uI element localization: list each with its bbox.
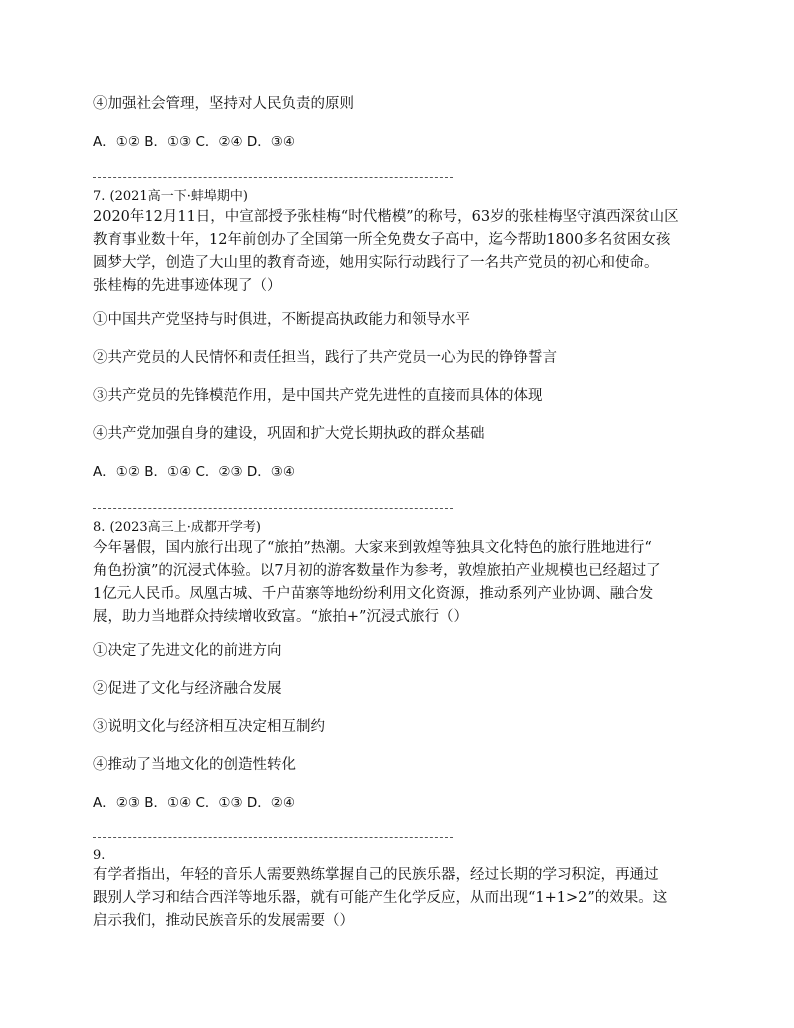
q9-number: 9. (93, 848, 106, 863)
q9-stem-line: 启示我们，推动民族音乐的发展需要（） (93, 913, 354, 929)
q6-answer-options: A．①② B．①③ C．②④ D．③④ (93, 134, 296, 150)
q8-item-1: ①决定了先进文化的前进方向 (93, 643, 282, 659)
q8-item-2: ②促进了文化与经济融合发展 (93, 681, 282, 697)
q7-item-4: ④共产党加强自身的建设，巩固和扩大党长期执政的群众基础 (93, 426, 485, 442)
q7-stem-line: 2020年12月11日，中宣部授予张桂梅“时代楷模”的称号，63岁的张桂梅坚守滇西深贫山区 (93, 209, 679, 225)
separator-line (93, 837, 453, 838)
q8-source: 8. (2023高三上·成都开学考) (93, 520, 261, 535)
q8-stem-line: 角色扮演”的沉浸式体验。以7月初的游客数量作为参考，敦煌旅拍产业规模也已经超过了 (93, 563, 661, 579)
q7-item-2: ②共产党员的人民情怀和责任担当，践行了共产党员一心为民的铮铮誓言 (93, 350, 557, 366)
q7-item-1: ①中国共产党坚持与时俱进，不断提高执政能力和领导水平 (93, 312, 470, 328)
q8-stem-line: 1亿元人民币。凤凰古城、千户苗寨等地纷纷利用文化资源，推动系列产业协调、融合发 (93, 586, 654, 602)
q8-item-4: ④推动了当地文化的创造性转化 (93, 757, 296, 773)
q7-answer-options: A．①② B．①④ C．②③ D．③④ (93, 464, 296, 480)
q8-stem-line: 展，助力当地群众持续增收致富。“旅拍+”沉浸式旅行（） (93, 609, 468, 625)
separator-line (93, 177, 453, 178)
q7-source: 7. (2021高一下·蚌埠期中) (93, 189, 248, 204)
q7-stem-line: 圆梦大学，创造了大山里的教育奇迹，她用实际行动践行了一名共产党员的初心和使命。 (93, 255, 659, 271)
q6-item-4: ④加强社会管理，坚持对人民负责的原则 (93, 96, 354, 112)
q9-stem-line: 跟别人学习和结合西洋等地乐器，就有可能产生化学反应，从而出现“1+1>2”的效果。这 (93, 890, 668, 906)
q7-stem-line: 张桂梅的先进事迹体现了（） (93, 278, 282, 294)
q7-stem-line: 教育事业数十年，12年前创办了全国第一所全免费女子高中，迄今帮助1800多名贫困女孩 (93, 232, 671, 248)
separator-line (93, 508, 453, 509)
q8-stem-line: 今年暑假，国内旅行出现了“旅拍”热潮。大家来到敦煌等独具文化特色的旅行胜地进行“ (93, 540, 652, 556)
q8-answer-options: A．②③ B．①④ C．①③ D．②④ (93, 795, 296, 811)
q9-stem-line: 有学者指出，年轻的音乐人需要熟练掌握自己的民族乐器，经过长期的学习积淀，再通过 (93, 867, 659, 883)
q7-item-3: ③共产党员的先锋模范作用，是中国共产党先进性的直接而具体的体现 (93, 388, 543, 404)
q8-item-3: ③说明文化与经济相互决定相互制约 (93, 719, 325, 735)
